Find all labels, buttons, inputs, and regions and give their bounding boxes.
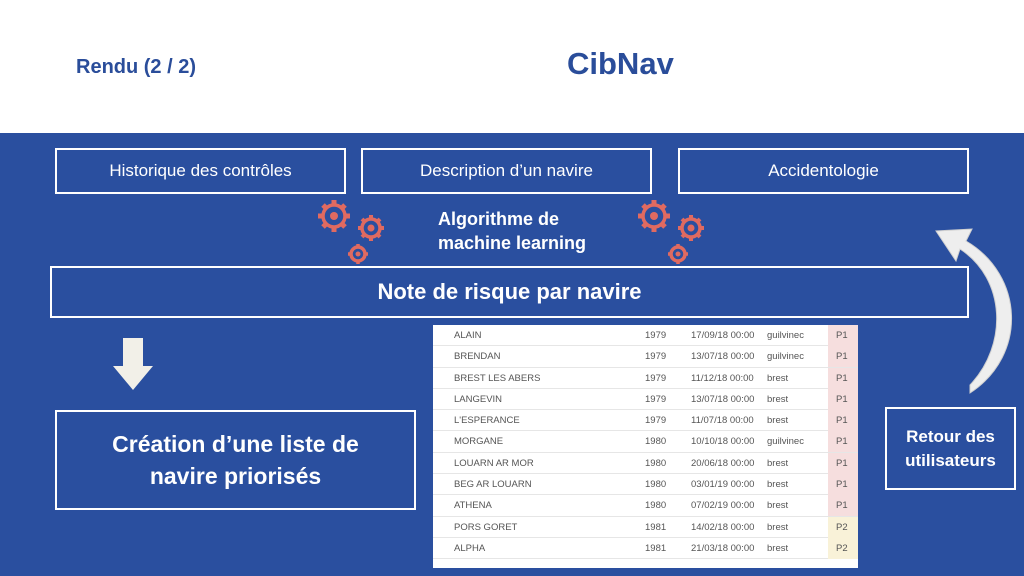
priority-badge: P1	[828, 474, 858, 495]
box-historique: Historique des contrôles	[55, 148, 346, 194]
table-row	[433, 346, 858, 367]
ship-year: 1980	[645, 479, 667, 491]
control-date: 21/03/18 00:00	[691, 542, 755, 554]
ship-port: guilvinec	[767, 330, 804, 341]
feedback-line-1: Retour des	[906, 426, 995, 446]
ship-port: guilvinec	[767, 436, 804, 448]
slide-subtitle: Rendu (2 / 2)	[76, 56, 197, 78]
ship-port: brest	[767, 372, 789, 384]
ship-name: BRENDAN	[454, 351, 501, 363]
table-row	[433, 431, 858, 452]
gear-icon	[310, 196, 390, 268]
priority-badge: P1	[828, 410, 858, 431]
ship-name: PORS GORET	[454, 521, 518, 533]
ship-port: brest	[767, 457, 789, 469]
priority-badge: P1	[828, 368, 858, 389]
algorithm-line-2: machine learning	[438, 233, 587, 253]
table-row	[433, 389, 858, 410]
ship-name: ATHENA	[454, 500, 492, 512]
priority-badge: P1	[828, 325, 858, 346]
ship-port: brest	[767, 521, 789, 533]
ship-port: guilvinec	[767, 351, 804, 363]
table-row	[433, 538, 858, 559]
table-row	[433, 517, 858, 538]
control-date: 11/12/18 00:00	[691, 372, 754, 384]
ship-port: brest	[767, 393, 789, 405]
control-date: 17/09/18 00:00	[691, 330, 755, 341]
priority-badge: P2	[828, 538, 858, 559]
priority-badge: P1	[828, 495, 858, 516]
ship-year: 1979	[645, 372, 667, 384]
box-accidentologie: Accidentologie	[678, 148, 969, 194]
table-row	[433, 474, 858, 495]
ship-year: 1980	[645, 457, 667, 469]
table-row	[433, 368, 858, 389]
control-date: 13/07/18 00:00	[691, 351, 755, 363]
control-date: 14/02/18 00:00	[691, 521, 755, 533]
ship-name: LOUARN AR MOR	[454, 457, 534, 469]
feedback-line-2: utilisateurs	[905, 450, 996, 470]
ship-port: brest	[767, 479, 789, 491]
algorithm-label	[438, 207, 586, 255]
ship-name: MORGANE	[454, 436, 504, 448]
table-row	[433, 495, 858, 516]
ship-table	[433, 325, 858, 568]
ship-name: BREST LES ABERS	[454, 372, 541, 384]
ship-year: 1980	[645, 436, 667, 448]
ship-name: ALAIN	[454, 330, 482, 341]
curved-arrow-icon	[928, 215, 1024, 395]
priority-badge: P1	[828, 346, 858, 367]
priority-badge: P1	[828, 389, 858, 410]
ship-year: 1979	[645, 415, 667, 427]
priority-list-line-2: navire priorisés	[149, 463, 322, 489]
user-feedback-box	[885, 407, 1016, 490]
ship-year: 1979	[645, 330, 667, 341]
box-description: Description d’un navire	[361, 148, 652, 194]
ship-year: 1979	[645, 393, 667, 405]
ship-name: L'ESPERANCE	[454, 415, 520, 427]
ship-year: 1979	[645, 351, 667, 363]
priority-badge: P1	[828, 453, 858, 474]
control-date: 20/06/18 00:00	[691, 457, 755, 469]
priority-badge: P2	[828, 517, 858, 538]
gear-icon	[630, 196, 710, 268]
ship-year: 1981	[645, 542, 667, 554]
control-date: 10/10/18 00:00	[691, 436, 755, 448]
control-date: 07/02/19 00:00	[691, 500, 755, 512]
ship-name: ALPHA	[454, 542, 486, 554]
ship-port: brest	[767, 500, 789, 512]
ship-name: BEG AR LOUARN	[454, 479, 532, 491]
slide-title: CibNav	[567, 46, 674, 81]
control-date: 11/07/18 00:00	[691, 415, 754, 427]
ship-year: 1980	[645, 500, 667, 512]
slide-header	[0, 0, 1024, 133]
table-row	[433, 325, 858, 346]
priority-badge: P1	[828, 431, 858, 452]
table-row	[433, 453, 858, 474]
table-row	[433, 410, 858, 431]
ship-year: 1981	[645, 521, 667, 533]
down-arrow-icon	[113, 338, 153, 390]
algorithm-line-1: Algorithme de	[438, 209, 560, 229]
priority-list-box	[55, 410, 416, 510]
control-date: 03/01/19 00:00	[691, 479, 755, 491]
ship-port: brest	[767, 415, 789, 427]
priority-list-line-1: Création d’une liste de	[112, 431, 359, 457]
control-date: 13/07/18 00:00	[691, 393, 755, 405]
risk-score-box: Note de risque par navire	[50, 266, 969, 318]
ship-name: LANGEVIN	[454, 393, 503, 405]
ship-port: brest	[767, 542, 789, 554]
